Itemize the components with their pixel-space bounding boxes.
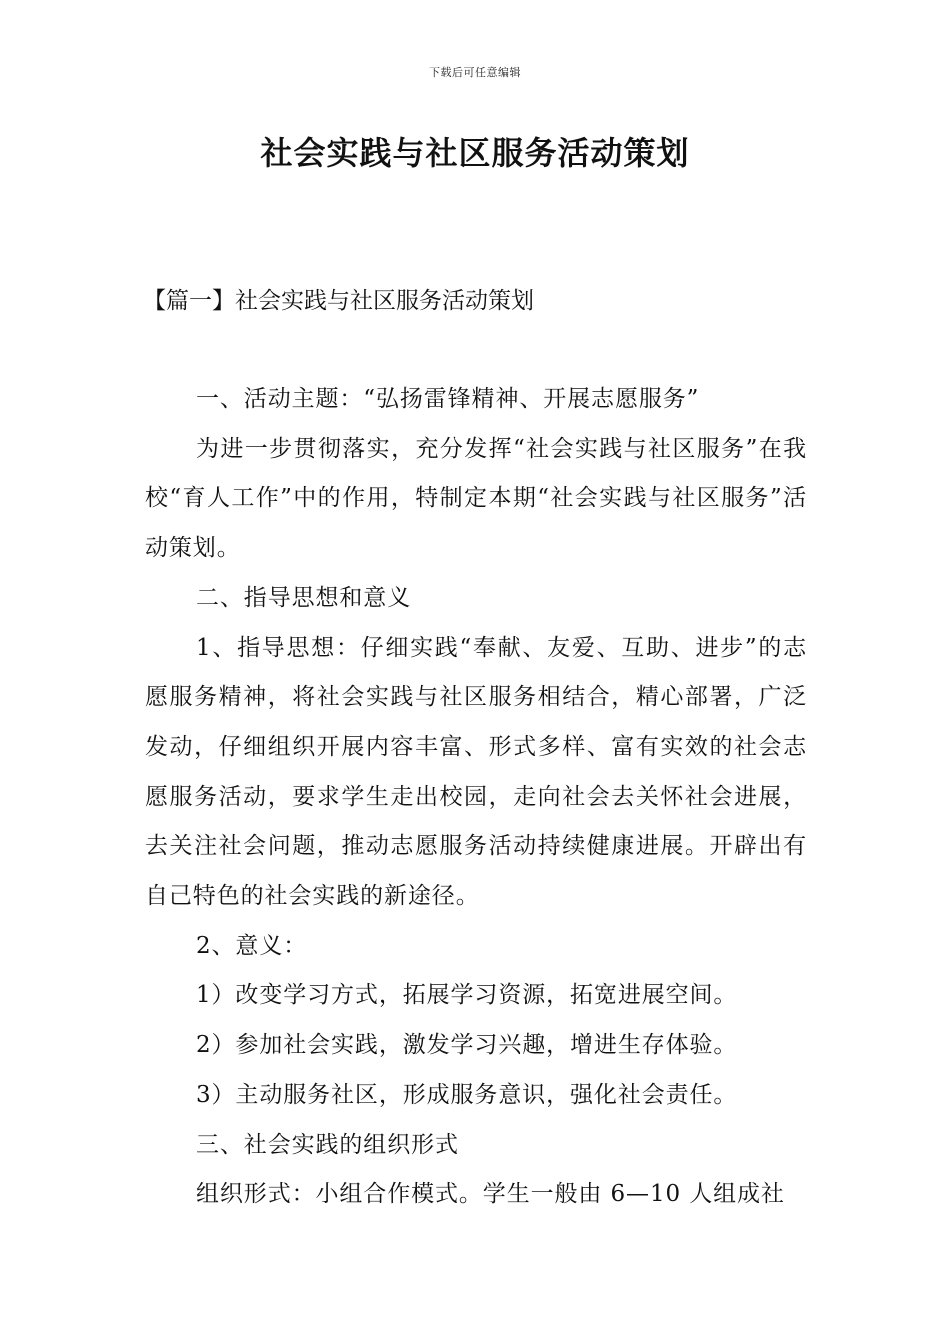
paragraph-organization-form: 组织形式：小组合作模式。学生一般由 6—10 人组成社 bbox=[196, 1181, 785, 1208]
document-title: 社会实践与社区服务活动策划 bbox=[260, 134, 690, 172]
paragraph-guiding-thought: 1、指导思想：仔细实践“奉献、友爱、互助、进步”的志愿服务精神，将社会实践与社区服务相结合，精心部署，广泛发动，仔细组织开展内容丰富、形式多样、富有实效的社会志愿服务活动，要求学生走出校园，走向社会去关怀社会进展，去关注社会问题，推动志愿服务活动持续健康进展。开辟出有自己特色的社会实践的新途径。 bbox=[145, 634, 807, 910]
paragraph-activity-theme: 一、活动主题：“弘扬雷锋精神、开展志愿服务” bbox=[196, 386, 700, 412]
paragraph-organization-heading: 三、社会实践的组织形式 bbox=[196, 1131, 459, 1158]
section-heading: 【篇一】社会实践与社区服务活动策划 bbox=[143, 288, 534, 314]
paragraph-significance-2: 2）参加社会实践，激发学习兴趣，增进生存体验。 bbox=[196, 1032, 738, 1059]
header-note: 下载后可任意编辑 bbox=[429, 66, 521, 79]
paragraph-introduction: 为进一步贯彻落实，充分发挥“社会实践与社区服务”在我校“育人工作”中的作用，特制定本期“社会实践与社区服务”活动策划。 bbox=[145, 435, 807, 562]
paragraph-significance-3: 3）主动服务社区，形成服务意识，强化社会责任。 bbox=[196, 1081, 738, 1108]
paragraph-significance-heading: 2、意义： bbox=[196, 932, 308, 959]
document-body bbox=[145, 375, 807, 1220]
paragraph-guiding-heading: 二、指导思想和意义 bbox=[196, 584, 412, 611]
paragraph-significance-1: 1）改变学习方式，拓展学习资源，拓宽进展空间。 bbox=[196, 982, 738, 1009]
